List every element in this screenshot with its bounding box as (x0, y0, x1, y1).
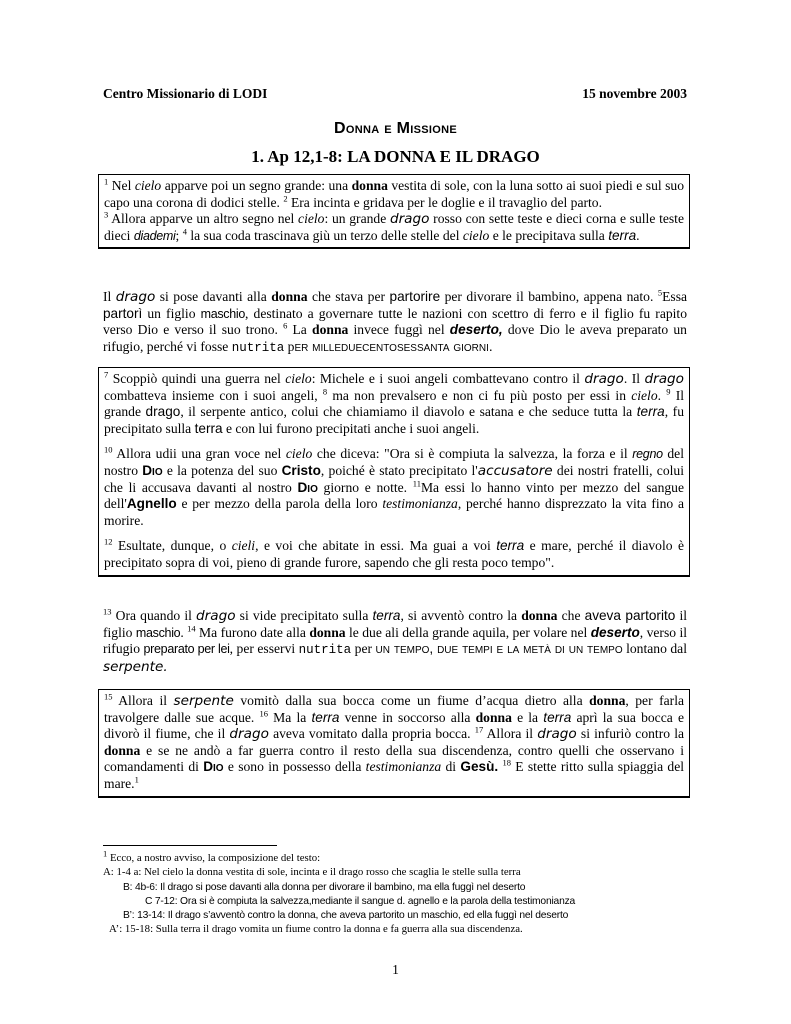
footnote-line-b-prime: B’: 13-14: Il drago s’avventò contro la donna, che aveva partorito un maschio, ed ella fuggì nel deserto (123, 910, 569, 921)
passage-1: $^1$ Nel cielo apparve poi un segno grande: una donna vestita di sole, con la luna sotto ai suoi piedi e sul suo capo una corona di dodici stelle. $^2$ Era incinta e gridava per le doglie e il travaglio del parto. $^3$ Allora apparve un altro segno nel cielo: un grande drago rosso con sette teste e dieci corna e sulle teste dieci diademi; $^4$ la sua coda trascinava giù un terzo delle stelle del cielo e le precipitava sulla terra. (104, 176, 684, 243)
footnote-separator (103, 845, 277, 846)
section-subtitle: 1. Ap 12,1-8: LA DONNA E IL DRAGO (251, 147, 540, 166)
header-right: 15 novembre 2003 (582, 86, 687, 101)
footnote-line-a: A: 1-4 a: Nel cielo la donna vestita di sole, incinta e il drago rosso che scaglia le stelle sulla terra (103, 866, 521, 878)
passage-2: Il drago si pose davanti alla donna che stava per partorire per divorare il bambino, appena nato. $^5$Essa partorì un figlio maschio, destinato a governare tutte le nazioni con scettro di ferro e il figlio fu rapito verso Dio e verso il suo trono. $^6$ La donna invece fuggì nel deserto, dove Dio le aveva preparato un rifugio, perché vi fosse nutrita per milleduecentosessanta giorni. (103, 287, 688, 355)
footnote-line-a-prime: A’: 15-18: Sulla terra il drago vomita un fiume contro la donna e fa guerra alla sua discendenza. (109, 923, 523, 935)
document-title: Donna e Missione (334, 120, 457, 137)
passage-box-3 (98, 367, 690, 577)
page-number: 1 (392, 962, 399, 977)
footnote-intro: $^1$ Ecco, a nostro avviso, la composizione del testo: (103, 848, 321, 864)
passage-5: $^{15}$ Allora il serpente vomitò dalla sua bocca come un fiume d’acqua dietro alla donna, per farla travolgere dalle sue acque. $^{16}$ Ma la terra venne in soccorso alla donna e la terra aprì la sua bocca e divorò il fiume, che il drago aveva vomitato dalla propria bocca. $^{17}$ Allora il drago si infuriò contro la donna e se ne andò a far guerra contro il resto della sua discendenza, contro quelli che osservano i comandamenti di Dio e sono in possesso della testimonianza di Gesù. $^{18}$ E stette ritto sulla spiaggia del mare.$^1$ (104, 691, 685, 791)
passage-3a: $^7$ Scoppiò quindi una guerra nel cielo: Michele e i suoi angeli combattevano contro il drago. Il drago combatteva insieme con i suoi angeli, $^8$ ma non prevalsero e non ci fu più posto per essi in cielo. $^9$ Il grande drago, il serpente antico, colui che chiamiamo il diavolo e satana e che seduce tutta la terra, fu precipitato sulla terra e con lui furono precipitati anche i suoi angeli. (104, 369, 684, 436)
passage-3b: $^{10}$ Allora udii una gran voce nel cielo che diceva: "Ora si è compiuta la salvezza, la forza e il regno del nostro Dio e la potenza del suo Cristo, poiché è stato precipitato l'accusatore dei nostri fratelli, colui che li accusava davanti al nostro Dio giorno e notte. $^{11}$Ma essi lo hanno vinto per mezzo del sangue dell'Agnello e per mezzo della parola della loro testimonianza, perché hanno disprezzato la vita fino a morire. (104, 444, 685, 528)
header-left: Centro Missionario di LODI (103, 86, 268, 101)
passage-4: $^{13}$ Ora quando il drago si vide precipitato sulla terra, si avventò contro la donna che aveva partorito il figlio maschio. $^{14}$ Ma furono date alla donna le due ali della grande aquila, per volare nel deserto, verso il rifugio preparato per lei, per esservi nutrita per un tempo, due tempi e la metà di un tempo lontano dal serpente. (103, 606, 688, 675)
footnote-line-b: B: 4b-6: Il drago si pose davanti alla donna per divorare il bambino, ma ella fuggì nel deserto (123, 882, 526, 893)
passage-box-1 (98, 174, 690, 249)
footnote-line-c: C 7-12: Ora si è compiuta la salvezza,mediante il sangue d. agnello e la parola della testimonianza (145, 896, 576, 907)
passage-3c: $^{12}$ Esultate, dunque, o cieli, e voi che abitate in essi. Ma guai a voi terra e mare, perché il diavolo è precipitato sopra di voi, pieno di grande furore, sapendo che gli resta poco tempo". (104, 536, 684, 570)
passage-box-5 (98, 689, 690, 798)
